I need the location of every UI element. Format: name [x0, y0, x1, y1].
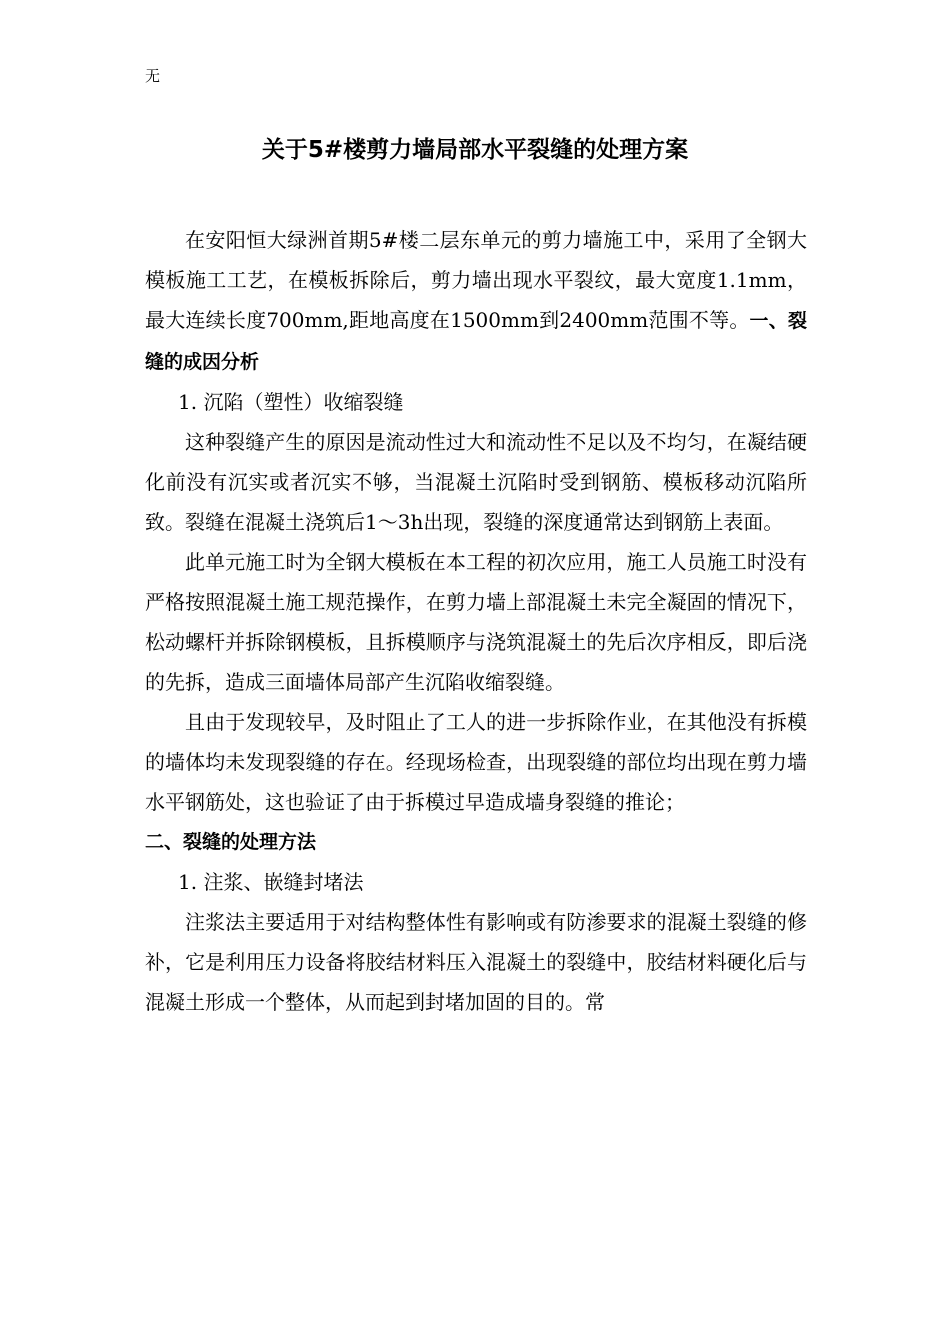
section-2-paragraph-1: 注浆法主要适用于对结构整体性有影响或有防渗要求的混凝土裂缝的修补，它是利用压力设备将胶结材料压入混凝土的裂缝中，胶结材料硬化后与混凝土形成一个整体，从而起到封堵加固的目的。常 [145, 910, 807, 1014]
intro-text: 在安阳恒大绿洲首期5#楼二层东单元的剪力墙施工中，采用了全钢大模板施工工艺，在模板拆除后，剪力墙出现水平裂纹，最大宽度1.1mm，最大连续长度700mm,距地高度在1500mm到2400mm范围不等。 [145, 228, 807, 332]
section-2-heading: 二、裂缝的处理方法 [145, 831, 317, 853]
section-1-subheading-1: 1. 沉陷（塑性）收缩裂缝 [178, 390, 404, 414]
section-1-paragraph-3: 且由于发现较早，及时阻止了工人的进一步拆除作业，在其他没有拆模的墙体均未发现裂缝的存在。经现场检查，出现裂缝的部位均出现在剪力墙水平钢筋处，这也验证了由于拆模过早造成墙身裂缝的推论； [145, 710, 807, 814]
intro-paragraph [145, 220, 807, 382]
section-1-paragraph-2: 此单元施工时为全钢大模板在本工程的初次应用，施工人员施工时没有严格按照混凝土施工规范操作，在剪力墙上部混凝土未完全凝固的情况下，松动螺杆并拆除钢模板，且拆模顺序与浇筑混凝土的先后次序相反，即后浇的先拆，造成三面墙体局部产生沉陷收缩裂缝。 [145, 550, 807, 694]
section-2-subheading-1: 1. 注浆、嵌缝封堵法 [178, 870, 364, 894]
section-1-paragraph-1: 这种裂缝产生的原因是流动性过大和流动性不足以及不均匀，在凝结硬化前没有沉实或者沉实不够，当混凝土沉陷时受到钢筋、模板移动沉陷所致。裂缝在混凝土浇筑后1～3h出现，裂缝的深度通常达到钢筋上表面。 [145, 430, 807, 534]
section-1-heading: 一、裂缝的成因分析 [145, 310, 807, 373]
header-mark: 无 [145, 67, 161, 85]
document-title: 关于5#楼剪力墙局部水平裂缝的处理方案 [261, 137, 689, 163]
document-body [145, 220, 807, 1022]
